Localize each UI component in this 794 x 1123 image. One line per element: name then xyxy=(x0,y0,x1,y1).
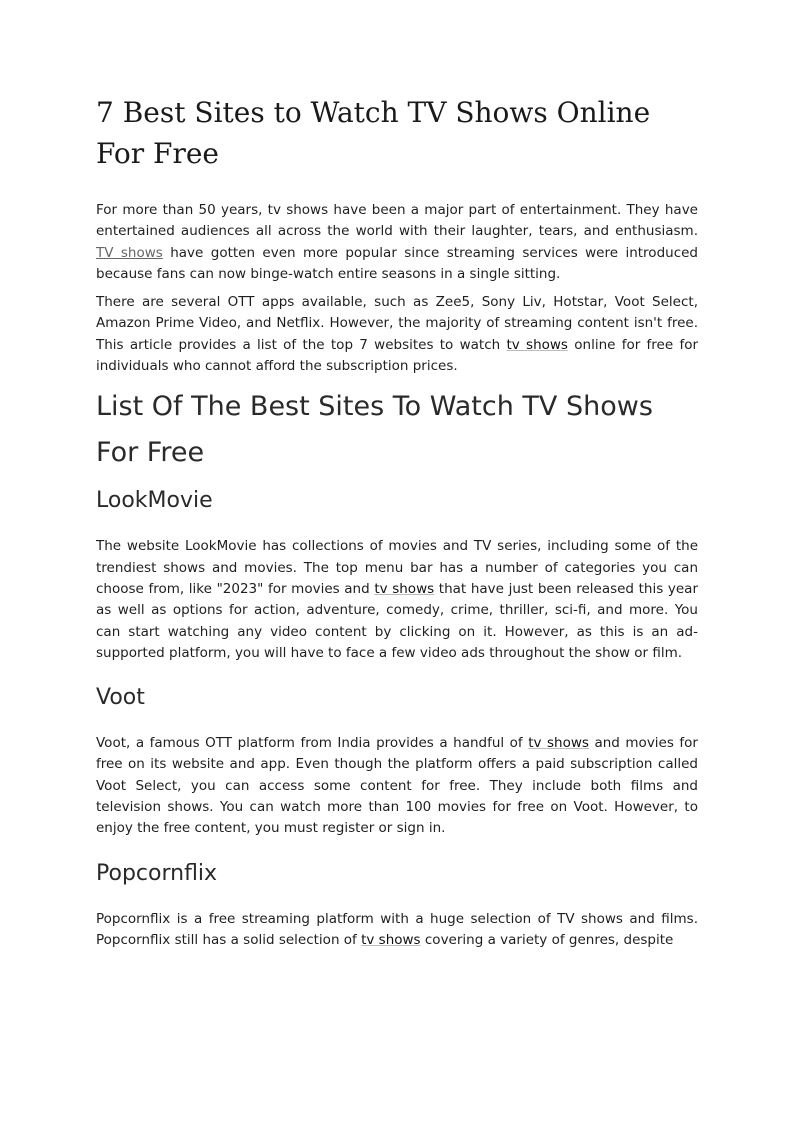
intro-paragraph-1 xyxy=(96,200,698,285)
tv-shows-link[interactable]: TV shows xyxy=(96,244,163,261)
popcornflix-tv-shows-link[interactable]: tv shows xyxy=(361,931,421,948)
section-spacer xyxy=(96,671,698,683)
voot-text-a: Voot, a famous OTT platform from India provides a handful of xyxy=(96,735,529,752)
lookmovie-text-b: that have just been released this year as well as options for action, adventure, comedy, crime, thriller, sci-fi, and more. You can start watching any video content by clicking on it. However, as this is an ad-supported platform, you will have to face a few video ads throughout the show or film. xyxy=(96,580,699,661)
section-paragraph-voot xyxy=(96,733,698,839)
intro-p1-text-a: For more than 50 years, tv shows have been a major part of entertainment. They have entertained audiences all across the world with their laughter, tears, and enthusiasm. xyxy=(96,202,698,240)
popcornflix-text-a: Popcornflix is a free streaming platform with a huge selection of TV shows and films. Popcornflix still has a solid selection of xyxy=(96,910,698,948)
intro-paragraph-2 xyxy=(96,292,698,377)
tv-shows-inline-link[interactable]: tv shows xyxy=(506,336,568,353)
section-spacer xyxy=(96,847,698,859)
article xyxy=(96,92,698,958)
list-heading: List Of The Best Sites To Watch TV Shows For Free xyxy=(96,391,653,469)
section-heading-lookmovie: LookMovie xyxy=(96,488,213,514)
voot-tv-shows-link[interactable]: tv shows xyxy=(528,735,589,752)
section-paragraph-popcornflix xyxy=(96,909,698,952)
popcornflix-text-b: covering a variety of genres, despite xyxy=(420,931,674,948)
section-paragraph-lookmovie xyxy=(96,536,698,664)
section-heading-voot: Voot xyxy=(96,685,145,711)
intro-p1-text-b: have gotten even more popular since streaming services were introduced because fans can now binge-watch entire seasons in a single sitting. xyxy=(96,244,698,282)
section-heading-popcornflix: Popcornflix xyxy=(96,860,218,886)
lookmovie-tv-shows-link[interactable]: tv shows xyxy=(374,580,435,597)
article-title: 7 Best Sites to Watch TV Shows Online For Free xyxy=(96,96,651,170)
voot-text-b: and movies for free on its website and app. Even though the platform offers a paid subscription called Voot Select, you can access some content for free. They include both films and television shows. You can watch more than 100 movies for free on Voot. However, to enjoy the free content, you must register or sign in. xyxy=(96,735,698,837)
intro-p2-text-b: online for free for individuals who cannot afford the subscription prices. xyxy=(96,336,699,375)
lookmovie-text-a: The website LookMovie has collections of movies and TV series, including some of the trendiest shows and movies. The top menu bar has a number of categories you can choose from, like "2023" for movies and xyxy=(96,538,698,597)
intro-p2-text-a: There are several OTT apps available, such as Zee5, Sony Liv, Hotstar, Voot Select, Amazon Prime Video, and Netflix. However, the majority of streaming content isn't free. This article provides a list of the top 7 websites to watch xyxy=(96,294,698,353)
